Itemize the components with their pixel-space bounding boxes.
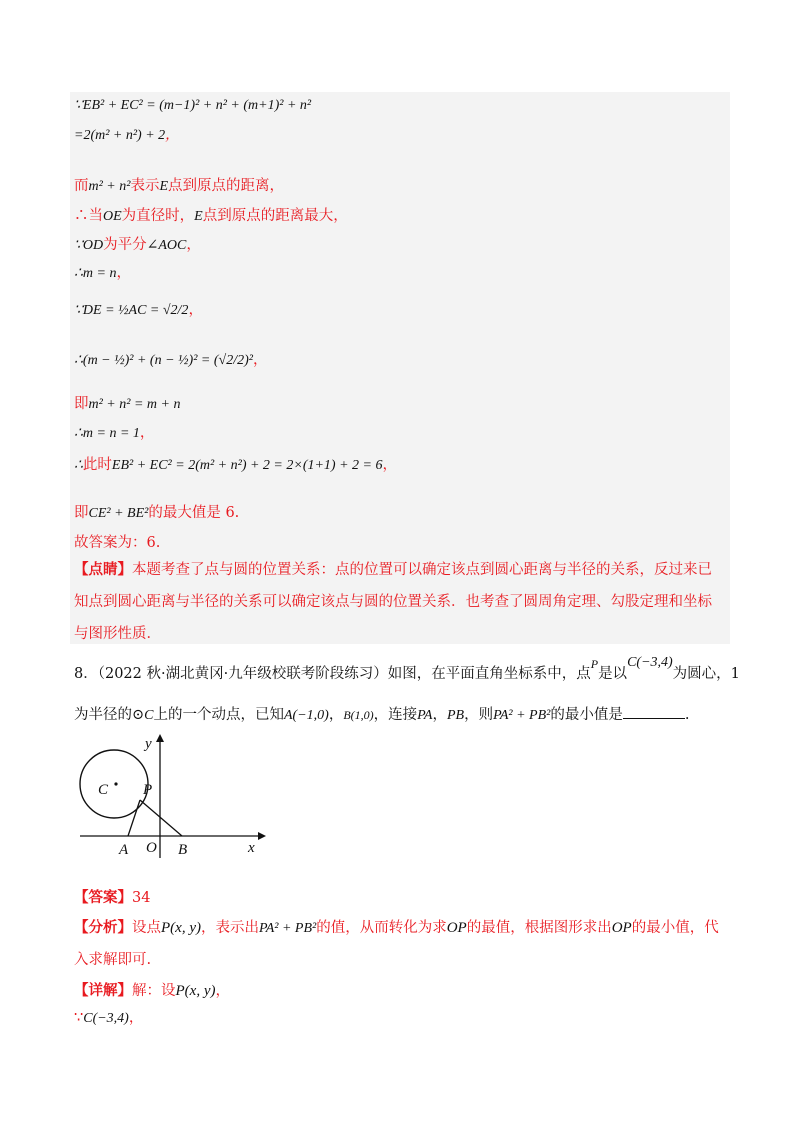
solution-line-5: ∵OD为平分∠AOC， [74, 237, 201, 253]
x-axis-arrow [258, 832, 266, 840]
y-axis-arrow [156, 734, 164, 742]
y-axis-label: y [145, 736, 152, 752]
question-number: 8． [74, 666, 98, 682]
detail-line-1: 【详解】解：设P(x, y)， [74, 982, 230, 999]
question-8-line-1: 8．（2022 秋·湖北黄冈·九年级校联考阶段练习）如图，在平面直角坐标系中，点$^P$是以C(−3,4)为圆心，1 [74, 655, 740, 682]
analysis-line-2: 入求解即可. [74, 952, 152, 968]
solution-line-11: ∴此时EB² + EC² = 2(m² + n²) + 2 = 2×(1+1) + 2 = 6， [74, 457, 397, 473]
x-axis-label: x [248, 840, 255, 856]
solution-line-8: ∴(m − ½)² + (n − ½)² = (√2/2)²， [74, 352, 268, 368]
solution-line-12: 即CE² + BE²的最大值是 6. [74, 505, 240, 521]
label-c: C [98, 782, 109, 798]
segment-pa [128, 800, 140, 836]
detail-line-2: ∵C(−3,4)， [74, 1010, 144, 1026]
center-c-dot [114, 782, 117, 785]
solution-line-4: ∴当OE为直径时，E点到原点的距离最大， [74, 208, 348, 224]
dianjing-note: 【点睛】本题考查了点与圆的位置关系：点的位置可以确定该点到圆心距离与半径的关系，反过来已知点到圆心距离与半径的关系可以确定该点与圆的位置关系．也考查了圆周角定理、勾股定理和坐标与图形性质． [74, 561, 712, 642]
solution-line-13: 故答案为：6. [74, 535, 161, 551]
equation-line-1: ∵EB² + EC² = (m−1)² + n² + (m+1)² + n² [74, 98, 312, 113]
answer-blank [623, 704, 685, 719]
segment-pb [140, 800, 182, 836]
question-8-line-2: 为半径的⊙C上的一个动点，已知A(−1,0)，B(1,0)，连接PA，PB，则PA² + PB²的最小值是 . [74, 704, 734, 726]
label-b: B [178, 842, 188, 858]
label-o: O [146, 840, 157, 856]
question-source: （2022 秋·湖北黄冈·九年级校联考阶段练习） [97, 666, 388, 682]
equation-line-2: =2(m² + n²) + 2， [74, 128, 180, 143]
label-p: P [143, 782, 153, 798]
solution-line-3: 而m² + n²表示E点到原点的距离， [74, 178, 285, 194]
solution-line-6: ∴m = n， [74, 265, 131, 281]
label-a: A [119, 842, 129, 858]
answer-line: 【答案】34 [74, 889, 151, 906]
answer-value: 34 [132, 890, 151, 906]
solution-line-7: ∵DE = ½AC = √2/2， [74, 302, 203, 318]
solution-line-10: ∴m = n = 1， [74, 425, 155, 441]
analysis-line-1: 【分析】设点P(x, y)，表示出PA² + PB²的值，从而转化为求OP的最值，根据图形求出OP的最小值，代 [74, 919, 719, 936]
solution-line-9: 即m² + n² = m + n [74, 396, 181, 412]
coordinate-figure [70, 732, 270, 862]
